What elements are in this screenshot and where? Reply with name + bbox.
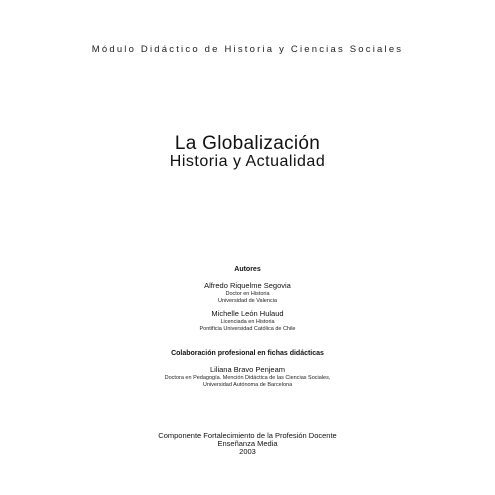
book-subtitle: Historia y Actualidad [169,153,326,170]
footer-program: Componente Fortalecimiento de la Profesión Docente [158,431,337,440]
collaboration-heading: Colaboración profesional en fichas didácticas [171,350,324,357]
series-title: Módulo Didáctico de Historia y Ciencias Sociales [91,44,404,55]
author-institution: Pontificia Universidad Católica de Chile [199,326,296,332]
book-title: La Globalización [174,133,321,154]
authors-heading: Autores [234,266,261,273]
author-degree: Doctor en Historia [225,291,270,297]
author-institution: Universidad de Valencia [218,298,277,304]
collaborator-name: Liliana Bravo Penjeam [209,365,286,374]
author-name: Michelle León Hulaud [211,309,284,318]
collaborator-institution: Universidad Autónoma de Barcelona [202,382,293,388]
footer-year: 2003 [239,447,256,456]
footer-level: Enseñanza Media [217,439,278,448]
author-degree: Licenciada en Historia [220,319,275,325]
collaborator-degree: Doctora en Pedagogía. Mención Didáctica de las Ciencias Sociales, [164,375,331,381]
author-name: Alfredo Riquelme Segovia [204,281,291,290]
